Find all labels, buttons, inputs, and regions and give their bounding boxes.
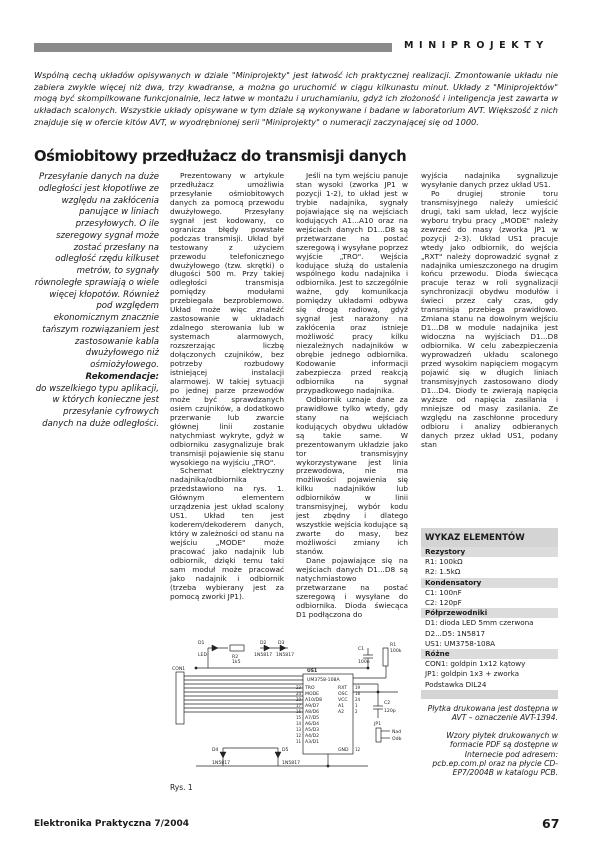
parts-group-heading: Różne <box>421 649 558 659</box>
ic-pin-label: A8/D6 <box>305 710 320 715</box>
ic-pin-number: 11 <box>296 739 302 744</box>
parts-group-heading: Rezystory <box>421 547 558 557</box>
jp1-position-label: Nad <box>392 730 402 735</box>
d2-label: D2 <box>260 641 267 646</box>
parts-item: Podstawka DIL24 <box>421 680 558 690</box>
c1-label: C1 <box>358 647 365 652</box>
ic-pin-number: 20 <box>296 697 302 702</box>
ic-pin-label: VCC <box>338 698 348 703</box>
r2-label: R2 <box>232 655 239 660</box>
ic-pin-label: A2 <box>338 710 345 715</box>
r1-value: 100k <box>390 649 402 654</box>
circuit-schematic <box>168 636 408 784</box>
parts-group-heading: Kondensatory <box>421 578 558 588</box>
parts-group-heading: Półprzewodniki <box>421 608 558 618</box>
ic-pin-label: A9/D7 <box>305 704 320 709</box>
footer-magazine: Elektronika Praktyczna 7/2004 <box>34 819 189 829</box>
parts-item: R1: 100kΩ <box>421 557 558 567</box>
parts-list <box>421 528 558 699</box>
d3-label: D3 <box>278 641 285 646</box>
body-column-1 <box>170 172 284 602</box>
parts-list-title: WYKAZ ELEMENTÓW <box>425 533 525 543</box>
ic-pin-label: A5/D3 <box>305 728 320 733</box>
c1-value: 100n <box>358 660 370 665</box>
d5-type: 1N5817 <box>282 761 301 766</box>
parts-item: D1: dioda LED 5mm czerwona <box>421 618 558 628</box>
parts-item: D2...D5: 1N5817 <box>421 629 558 639</box>
header-bar <box>34 43 392 52</box>
recommendation-label: Rekomendacje: <box>85 371 159 382</box>
ic-part: UM3758-108A <box>307 678 340 683</box>
connector-label: CON1 <box>172 667 186 672</box>
d4-type: 1N5817 <box>212 761 231 766</box>
c2-value: 120p <box>384 709 396 714</box>
d5-label: D5 <box>282 748 289 753</box>
ic-pin-label: A4/D2 <box>305 734 320 739</box>
d1-type: LED <box>198 653 207 658</box>
ic-pin-number: 19 <box>355 685 361 690</box>
ic-pin-number: 17 <box>296 703 302 708</box>
ic-pin-number: 15 <box>296 715 302 720</box>
ic-pin-number: 13 <box>296 727 302 732</box>
ic-pin-number: 24 <box>296 691 302 696</box>
d3-type: 1N5817 <box>276 653 295 658</box>
r2-value: 1k5 <box>232 660 241 665</box>
parts-item: R2: 1.5kΩ <box>421 567 558 577</box>
paragraph: Dane pojawiające się na wejściach danych D1...D8 są natychmiastowo przetwarzane na postać szeregową i wysyłane do odbiornika. Dioda świecąca D1 podłączona do <box>296 555 408 619</box>
r1-label: R1 <box>390 643 397 648</box>
pcb-download-info: Wzory płytek drukowanych w formacie PDF są dostępne w Internecie pod adresem: pcb.ep.com.pl oraz na płycie CD-EP7/2004B w katalogu PCB. <box>432 730 558 778</box>
paragraph: Schemat elektryczny nadajnika/odbiornika przedstawiono na rys. 1. Głównym elementem urządzenia jest układ scalony US1. Układ ten jest koderem/dekoderem danych, który w zależności od stanu na wejściu „MODE" może pracować jako nadajnik lub odbiornik, dzięki temu taki sam moduł może pracować jako nadajnik i odbiornik (trzeba wybierany jest za pomocą zworki JP1). <box>170 466 284 601</box>
ic-pin-label: RXT <box>338 686 348 691</box>
pcb-availability: Płytka drukowana jest dostępna w AVT – oznaczenie AVT-1394. <box>427 704 558 723</box>
d1-label: D1 <box>198 641 205 646</box>
ic-pin-label: TRO <box>305 686 315 691</box>
paragraph: Odbiornik uznaje dane za prawidłowe tylko wtedy, gdy stany na wejściach kodujących obydwu układów są takie same. W prezentowanym układzie jako tor transmisyjny wykorzystywane jest linia przewodowa, nie ma możliwości pojawienia się kilku nadajników lub odbiorników w linii transmisyjnej, wybór kodu jest zbędny i dlatego wszystkie wejścia kodujące są zwarte do masy, bez możliwości zmiany ich stanów. <box>296 394 408 557</box>
ic-pin-label: A1 <box>338 704 345 709</box>
parts-item: JP1: goldpin 1x3 + zworka <box>421 669 558 679</box>
ic-pin-number: 2 <box>355 709 358 714</box>
ic-pin-label: GND <box>338 748 349 753</box>
ic-name: US1 <box>307 669 318 674</box>
ic-pin-label: A3/D1 <box>305 740 320 745</box>
ic-pin-label: MODE <box>305 692 320 697</box>
paragraph: Jeśli na tym wejściu panuje stan wysoki (zworka JP1 w pozycji 1-2), to układ jest w trybie nadajnika, sygnały pojawiające się na wejściach kodujących A1...A10 oraz na wejściach danych D1...D8 są przetwarzane na postać szeregową i wysyłane poprzez wyjście „TRO". Wejścia kodujące służą do ustalenia wspólnego kodu nadajnika i odbiornika. Jest to szczególnie ważne, gdy komunikacja pomiędzy układami odbywa się drogą radiową, gdyż sygnał jest narażony na zakłócenia oraz istnieje możliwość pracy kilku niezależnych nadajników w obrębie jednego odbiornika. Kodowanie informacji zabezpiecza przed reakcją odbiornika na sygnał przypadkowego nadajnika. <box>296 171 408 395</box>
recommendation-text: do wszelkiego typu aplikacji, w których konieczne jest przesyłanie cyfrowych danych na duże odległości. <box>35 383 159 429</box>
parts-item: C2: 120pF <box>421 598 558 608</box>
d4-label: D4 <box>212 748 219 753</box>
article-lead <box>34 172 159 431</box>
section-label: MINIPROJEKTY <box>404 40 549 51</box>
ic-pin-number: 12 <box>355 747 361 752</box>
paragraph: wyjścia nadajnika sygnalizuje wysyłanie danych przez układ US1. <box>421 171 558 189</box>
ic-pin-label: A7/D5 <box>305 716 320 721</box>
jp1-position-label: Odb <box>392 737 402 742</box>
ic-pin-label: A6/D4 <box>305 722 320 727</box>
body-column-3 <box>421 172 558 450</box>
ic-pin-label: A10/D8 <box>305 698 322 703</box>
ic-pin-number: 23 <box>296 685 302 690</box>
d2-type: 1N5817 <box>254 653 273 658</box>
ic-pin-number: 14 <box>296 721 302 726</box>
paragraph: Po drugiej stronie toru transmisyjnego należy umieścić drugi, taki sam układ, lecz wyjście wyboru trybu pracy „MODE" należy zewrzeć do masy (zworka JP1 w pozycji 2-3). Układ US1 pracuje wtedy jako odbiornik, do wejścia „RXT" należy doprowadzić sygnał z nadajnika umieszczonego na drugim końcu przewodu. Dioda świecąca pracuje teraz w roli sygnalizacji synchronizacji obydwu modułów i świeci przez cały czas, gdy transmisja przebiega prawidłowo. Zmiana stanu na dowolnym wejściu D1...D8 w module nadajnika jest widoczna na wyjściach D1...D8 odbiornika. W celu zabezpieczenia wyprowadzeń układu scalonego przed wysokim napięciem mogącym pojawić się w długich liniach transmisyjnych zastosowano diody D1...D4. Diody te zwierają napięcia wyższe od napięcia zasilania i mniejsze od masy zasilania. Ze względu na zaschłonne procedury odbioru i analizy odbieranych danych przez układ US1, podany stan <box>421 188 558 449</box>
body-column-2 <box>296 172 408 620</box>
figure-caption: Rys. 1 <box>170 783 193 792</box>
ic-pin-label: OSC <box>338 692 348 697</box>
article-title: Ośmiobitowy przedłużacz do transmisji danych <box>34 148 407 165</box>
ic-pin-number: 24 <box>355 697 361 702</box>
c2-label: C2 <box>384 701 391 706</box>
paragraph: Prezentowany w artykule przedłużacz umożliwia przesyłanie ośmiobitowych danych za pomocą przewodu dwużyłowego. Przesyłany sygnał jest kodowany, co ogranicza błędy powstałe podczas transmisji. Układ był testowany z użyciem przewodu telefonicznego dwużyłowego (tzw. skrętki) o długości 500 m. Przy takiej odległości transmisja pomiędzy modułami przebiegała bezproblemowo. Układ może więc znaleźć zastosowanie w układach zdalnego sterowania lub w systemach alarmowych, rozszerzając liczbę dołączonych czujników, bez potrzeby rozbudowy istniejącej instalacji alarmowej. W takiej sytuacji po jednej parze przewodów może być sprawdzanych osiem czujników, a dodatkowo przerwanie lub zwarcie głównej linii zostanie natychmiast wykryte, gdyż w odbiorniku zasygnalizuje brak transmisji pojawienie się stanu wysokiego na wyjściu „TRO". <box>170 171 284 467</box>
availability-note <box>421 704 558 786</box>
parts-item: CON1: goldpin 1x12 kątowy <box>421 659 558 669</box>
page-number: 67 <box>542 816 560 831</box>
ic-pin-number: 1 <box>355 703 358 708</box>
lead-text: Przesyłanie danych na duże odległości jest kłopotliwe ze względu na zakłócenia panujące w liniach przesyłowych. O ile szeregowy sygnał może zostać przesłany na odległość rzędu kilkuset metrów, to sygnały równoległe sprawiają o wiele więcej kłopotów. Również pod względem ekonomicznym znacznie tańszym rozwiązaniem jest zastosowanie kabla dwużyłowego niż ośmiożyłowego. <box>34 172 159 370</box>
parts-item: US1: UM3758-108A <box>421 639 558 649</box>
jp1-label: JP1 <box>374 722 382 727</box>
ic-pin-number: 18 <box>355 691 361 696</box>
intro-text: Wspólną cechą układów opisywanych w dziale "Miniprojekty" jest łatwość ich praktycznej realizacji. Zmontowanie układu nie zabiera zwykle więcej niż dwa, trzy kwadranse, a można go uruchomić w ciągu kilkunastu minut. Układy z "Miniprojektów" mogą być skompilkowane funkcjonalnie, lecz łatwe w montażu i uruchamianiu, gdyż ich złożoność i inteligencja jest zawarta w układach scalonych. Wszystkie układy opisywane w tym dziale są wykonywane i badane w laboratorium AVT. Większość z nich znajduje się w ofercie kitów AVT, w wyodrębnionej serii "Miniprojekty" o numeracji zaczynającej się od 1000. <box>34 70 558 127</box>
ic-pin-number: 16 <box>296 709 302 714</box>
parts-item: C1: 100nF <box>421 588 558 598</box>
ic-pin-number: 12 <box>296 733 302 738</box>
